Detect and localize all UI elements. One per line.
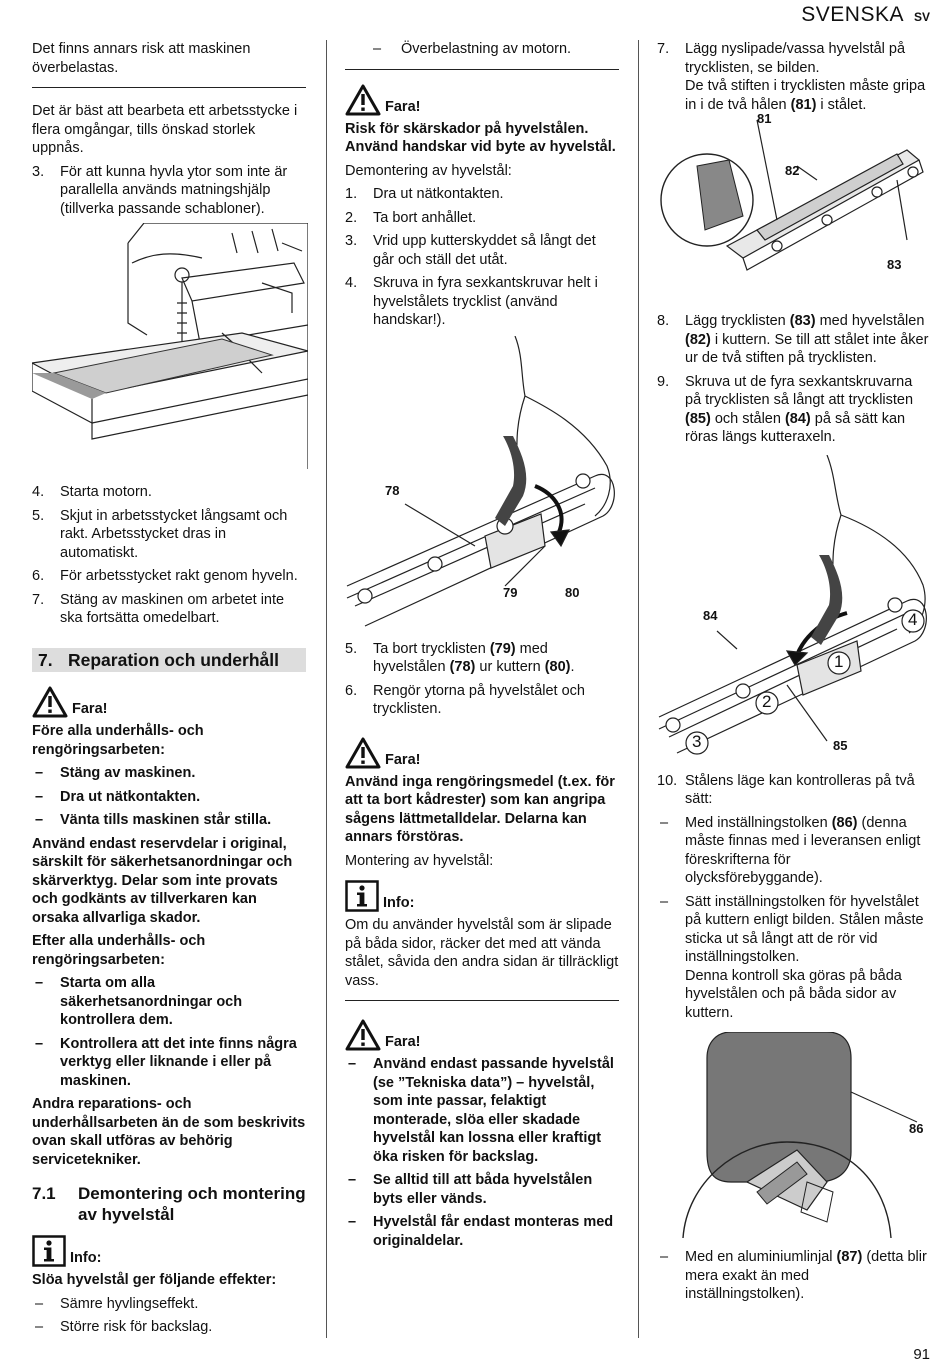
language-label: SVENSKA: [801, 3, 904, 26]
warning-block: Fara!: [345, 1019, 619, 1051]
step-marker-3: 3: [692, 731, 702, 751]
blade-on-bar-figure: [657, 111, 933, 300]
list-item: 10. Stålens läge kan kontrolleras på två sätt:: [657, 772, 915, 807]
warning-block: Fara!: [32, 686, 306, 718]
list-item: 5. Skjut in arbetsstycket långsamt och rakt. Arbetsstycket dras in automatiskt.: [32, 507, 288, 561]
subsection-heading: 7.1 Demontering och montering av hyvelstål: [32, 1184, 306, 1224]
list-item: 3. Vrid upp kutterskyddet så långt det går och ställ det utåt.: [345, 233, 596, 268]
callout-83: 83: [887, 257, 902, 272]
warning-icon: [32, 686, 68, 718]
list-item: 2. Ta bort anhållet.: [345, 209, 477, 226]
list-item: 6. Rengör ytorna på hyvelstålet och trycklisten.: [345, 682, 585, 717]
info-icon: [345, 880, 379, 912]
list-item: 7. Stäng av maskinen om arbetet inte ska fortsätta omedelbart.: [32, 591, 285, 626]
column-1: [32, 40, 306, 1342]
warning-block: Fara!: [345, 737, 619, 769]
callout-79: 79: [503, 584, 518, 600]
paragraph: Det är bäst att bearbeta ett arbetsstycke i flera omgångar, tills önskad storlek uppnås.: [32, 103, 298, 156]
warning-icon: [345, 1019, 381, 1051]
column-2: [345, 40, 619, 1255]
list-item: 6. För arbetsstycket rakt genom hyveln.: [32, 568, 298, 584]
paragraph: Andra reparations- och underhållsarbeten än de som beskrivits ovan skall utföras av behörig servicetekniker.: [32, 1096, 306, 1168]
list-item: – Dra ut nätkontakten.: [35, 788, 201, 805]
info-icon: [32, 1235, 66, 1267]
blade-adjust-figure: [657, 455, 933, 760]
planer-figure: [32, 223, 308, 469]
list-item: – Överbelastning av motorn.: [373, 41, 572, 57]
step-marker-1: 1: [834, 651, 844, 671]
column-divider: [638, 40, 639, 1338]
callout-78: 78: [385, 482, 400, 498]
list-item: – Vänta tills maskinen står stilla.: [35, 812, 272, 828]
list-item: – Med inställningstolken (86) (denna måste finnas med i leveransen enligt föreskrifterna för olycksförebyggande).: [660, 814, 921, 886]
page-number: 91: [913, 1345, 930, 1363]
callout-84: 84: [703, 607, 718, 623]
list-item: – Starta om alla säkerhetsanordningar och kontrollera dem.: [35, 975, 243, 1028]
section-heading: 7. Reparation och underhåll: [32, 648, 306, 673]
warning-icon: [345, 84, 381, 116]
rule: [345, 69, 619, 70]
list-item: 5. Ta bort trycklisten (79) med hyvelstålen (78) ur kuttern (80).: [345, 640, 575, 675]
paragraph: Före alla underhålls- och rengöringsarbeten:: [32, 723, 204, 758]
paragraph: Montering av hyvelstål:: [345, 852, 494, 869]
list-item: – Med en aluminiumlinjal (87) (detta blir mera exakt än med inställningstolken).: [660, 1249, 927, 1302]
callout-86: 86: [909, 1121, 924, 1136]
column-3: [657, 40, 929, 1309]
list-item: 7. Lägg nyslipade/vassa hyvelstål på trycklisten, se bilden. De två stiften i trycklisten måste gripa in i de två hålen (81) i stålet.: [657, 41, 926, 113]
callout-85: 85: [833, 737, 848, 753]
step-marker-4: 4: [908, 609, 918, 629]
warning-block: Fara!: [345, 84, 619, 116]
paragraph: Demontering av hyvelstål:: [345, 162, 512, 179]
info-block: Info:: [345, 880, 619, 912]
paragraph: Om du använder hyvelstål som är slipade på båda sidor, räcker det med att vända stålet, såvida den andra sidan är tillräckligt vass.: [345, 917, 619, 989]
list-item: 8. Lägg trycklisten (83) med hyvelstålen (82) i kuttern. Se till att stålet inte åker ur de två stiften på trycklisten.: [657, 313, 929, 366]
list-item: 9. Skruva ut de fyra sexkantskruvarna på trycklisten så långt att trycklisten (85) och stålen (84) på så sätt kan röras längs kutteraxeln.: [657, 373, 914, 445]
list-item: – Hyvelstål får endast monteras med originaldelar.: [348, 1214, 614, 1249]
paragraph: Slöa hyvelstål ger följande effekter:: [32, 1272, 277, 1288]
step-marker-2: 2: [762, 691, 772, 711]
paragraph: Risk för skärskador på hyvelstålen. Använd handskar vid byte av hyvelstål.: [345, 120, 616, 155]
list-item: 4. Starta motorn.: [32, 484, 152, 500]
list-item: 1. Dra ut nätkontakten.: [345, 186, 504, 202]
list-item: – Stäng av maskinen.: [35, 765, 196, 781]
column-divider: [326, 40, 327, 1338]
rule: [345, 1000, 619, 1001]
list-item: – Sämre hyvlingseffekt.: [35, 1295, 199, 1312]
list-item: – Sätt inställningstolken för hyvelstålet på kuttern enligt bilden. Stålen måste sticka ut så långt att de rör vid inställningstolken. Denna kontroll ska göras på båda hyvelstålen och på båda sidor av kuttern.: [660, 893, 924, 1021]
rule: [32, 87, 306, 88]
callout-82: 82: [785, 163, 800, 178]
language-code: SV: [913, 10, 930, 24]
list-item: 3. För att kunna hyvla ytor som inte är parallella används matningshjälp (tillverka passande schabloner).: [32, 163, 288, 217]
info-block: Info:: [32, 1235, 306, 1267]
setting-gauge-figure: [657, 1032, 933, 1238]
callout-81: 81: [757, 111, 772, 126]
warning-icon: [345, 737, 381, 769]
list-item: – Större risk för backslag.: [35, 1319, 213, 1335]
list-item: – Kontrollera att det inte finns några verktyg eller liknande i eller på maskinen.: [35, 1035, 297, 1089]
page-header: [801, 3, 930, 27]
callout-80: 80: [565, 584, 580, 600]
paragraph: Använd endast reservdelar i original, särskilt för säkerhetsanordningar och skärverktyg. Delar som inte provats och godkänts av tillverkaren kan orsaka allvarliga skador.: [32, 835, 293, 926]
list-item: – Se alltid till att båda hyvelstålen byts eller vänds.: [348, 1172, 593, 1207]
paragraph: Efter alla underhålls- och rengöringsarbeten:: [32, 933, 206, 968]
list-item: – Använd endast passande hyvelstål (se ”Tekniska data”) – hyvelstål, som inte passar, felaktigt monterade, slöa eller skadade hyvelstål kan lossna eller kraftigt öka risken för backslag.: [348, 1056, 614, 1165]
list-item: 4. Skruva in fyra sexkantskruvar helt i hyvelstålets trycklist (använd handskar!).: [345, 275, 598, 328]
paragraph: Använd inga rengöringsmedel (t.ex. för att ta bort kådrester) som kan angripa sågens lättmetalldelar. Delarna kan annars förstöras.: [345, 773, 615, 845]
paragraph: Det finns annars risk att maskinen överbelastas.: [32, 41, 251, 76]
